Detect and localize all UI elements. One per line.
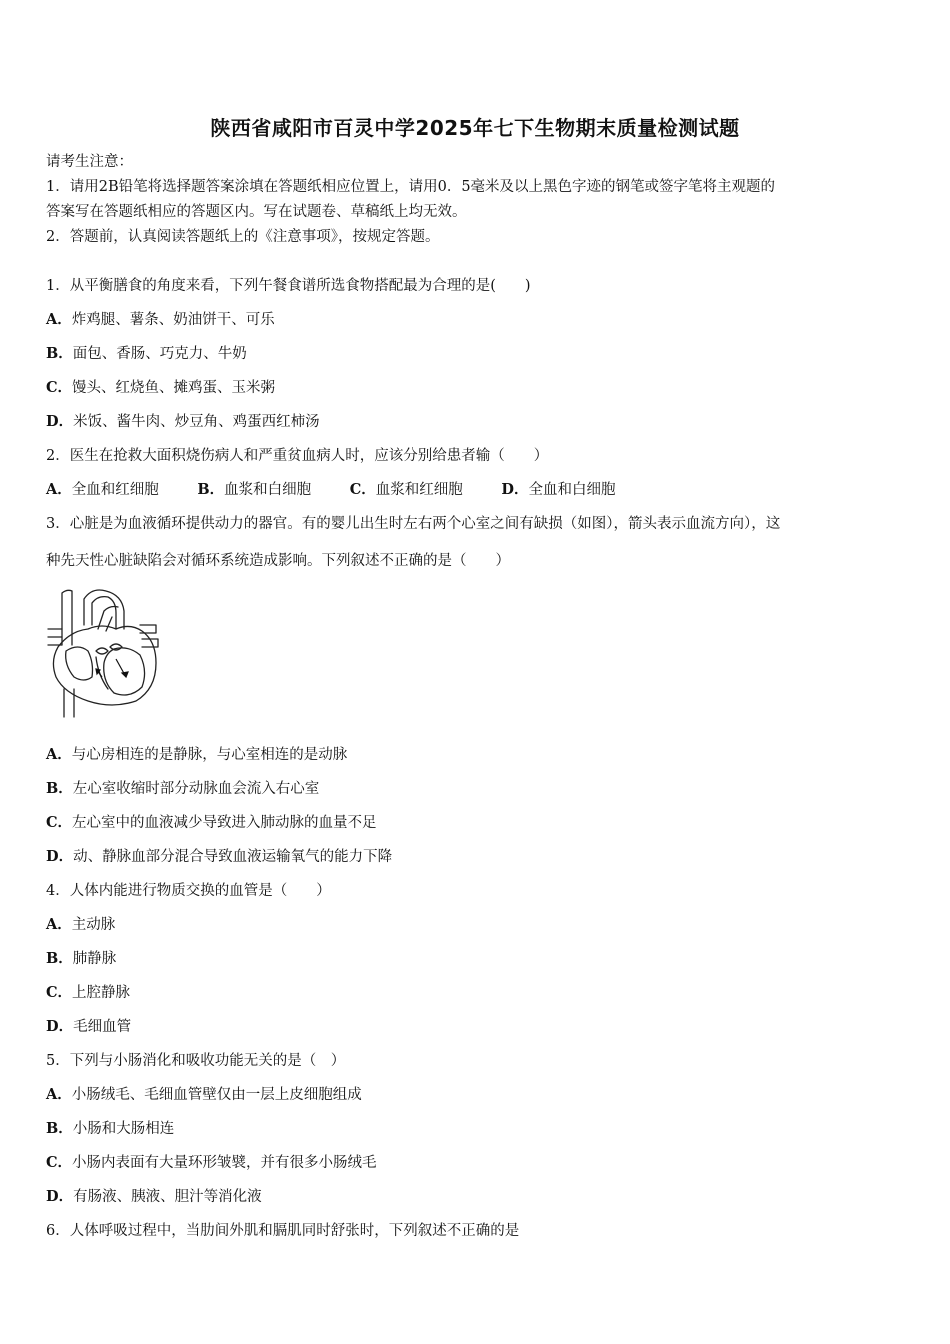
question-5-option-c: [46, 1153, 377, 1173]
question-1-option-d: [46, 412, 320, 432]
question-1-option-c: [46, 378, 275, 398]
option-label: A．: [46, 746, 72, 763]
option-text: 动、静脉血部分混合导致血液运输氧气的能力下降: [73, 849, 393, 865]
option-text: 上腔静脉: [72, 985, 131, 1001]
flow-arrowhead-icon: [122, 672, 128, 677]
pulmonary-vein-outline: [140, 625, 158, 647]
question-5-option-d: [46, 1187, 262, 1207]
option-label: B．: [46, 780, 73, 797]
question-2-option-d: [501, 482, 615, 498]
option-label: C．: [46, 814, 73, 831]
question-1-option-b: [46, 344, 247, 364]
option-text: 主动脉: [71, 917, 116, 933]
option-label: D．: [46, 413, 74, 430]
option-label: B．: [46, 345, 73, 362]
inferior-vena-cava-outline: [64, 689, 74, 717]
option-label: A．: [46, 916, 72, 933]
notice-item-1-line-1: 1．请用2B铅笔将选择题答案涂填在答题纸相应位置上，请用0．5毫米及以上黑色字迹的钢笔或签字笔将主观题的: [46, 179, 776, 195]
option-label: A．: [46, 481, 72, 498]
right-atrium-outline: [66, 647, 93, 680]
option-label: B．: [46, 1120, 73, 1137]
page-title: 陕西省咸阳市百灵中学2025年七下生物期末质量检测试题: [210, 116, 740, 140]
question-4-option-a: [46, 915, 115, 935]
option-text: 肺静脉: [72, 951, 117, 967]
option-label: C．: [349, 481, 376, 498]
question-5-stem: 5．下列与小肠消化和吸收功能无关的是（ ）: [46, 1053, 346, 1069]
option-text: 左心室收缩时部分动脉血会流入右心室: [72, 781, 320, 797]
question-2-option-a: [46, 482, 159, 498]
option-label: B．: [197, 481, 225, 498]
question-3-option-d: [46, 847, 392, 867]
option-text: 小肠内表面有大量环形皱襞，并有很多小肠绒毛: [72, 1155, 377, 1171]
notice-heading: 请考生注意：: [46, 154, 133, 170]
option-label: D．: [46, 848, 74, 865]
question-3-option-b: [46, 779, 319, 799]
question-3-stem-line-1: 3．心脏是为血液循环提供动力的器官。有的婴儿出生时左右两个心室之间有缺损（如图），箭头表示血流方向），这: [46, 516, 781, 532]
question-1-stem: 1．从平衡膳食的角度来看，下列午餐食谱所选食物搭配最为合理的是( ): [46, 278, 531, 294]
option-text: 米饭、酱牛肉、炒豆角、鸡蛋西红柿汤: [73, 414, 320, 430]
option-label: D．: [46, 1188, 74, 1205]
option-text: 血浆和白细胞: [224, 482, 312, 498]
question-4-option-d: [46, 1017, 131, 1037]
option-label: D．: [501, 481, 529, 498]
option-text: 全血和白细胞: [528, 482, 616, 498]
aorta-outline: [84, 590, 124, 629]
question-3-option-a: [46, 745, 347, 765]
heart-body-outline: [53, 626, 156, 705]
option-text: 有肠液、胰液、胆汁等消化液: [73, 1189, 262, 1205]
question-2-stem: 2．医生在抢救大面积烧伤病人和严重贫血病人时，应该分别给患者输（ ）: [46, 448, 549, 464]
question-2-options: [46, 480, 649, 500]
option-text: 全血和红细胞: [71, 482, 159, 498]
question-1-option-a: [46, 310, 275, 330]
option-text: 炸鸡腿、薯条、奶油饼干、可乐: [71, 312, 275, 328]
option-text: 小肠和大肠相连: [72, 1121, 175, 1137]
question-5-option-a: [46, 1085, 362, 1105]
pulmonary-artery-outline: [98, 607, 118, 632]
option-label: A．: [46, 311, 72, 328]
question-3-option-c: [46, 813, 377, 833]
option-text: 左心室中的血液减少导致进入肺动脉的血量不足: [72, 815, 377, 831]
left-ventricle-outline: [104, 648, 145, 695]
question-2-option-c: [350, 482, 463, 498]
question-2-option-b: [197, 482, 311, 498]
option-label: C．: [46, 1154, 73, 1171]
option-text: 面包、香肠、巧克力、牛奶: [72, 346, 247, 362]
question-6-stem: 6．人体呼吸过程中，当肋间外肌和膈肌同时舒张时，下列叙述不正确的是: [46, 1223, 520, 1239]
notice-item-2: 2．答题前，认真阅读答题纸上的《注意事项》，按规定答题。: [46, 229, 440, 245]
option-text: 血浆和红细胞: [375, 482, 463, 498]
option-label: C．: [46, 379, 73, 396]
question-3-stem-line-2: 种先天性心脏缺陷会对循环系统造成影响。下列叙述不正确的是（ ）: [46, 553, 510, 569]
question-4-option-b: [46, 949, 116, 969]
option-text: 馒头、红烧鱼、摊鸡蛋、玉米粥: [72, 380, 276, 396]
option-label: C．: [46, 984, 73, 1001]
option-label: B．: [46, 950, 73, 967]
notice-item-1-line-2: 答案写在答题纸相应的答题区内。写在试题卷、草稿纸上均无效。: [46, 204, 467, 220]
heart-diagram: [44, 585, 166, 719]
option-text: 小肠绒毛、毛细血管壁仅由一层上皮细胞组成: [71, 1087, 362, 1103]
question-4-stem: 4．人体内能进行物质交换的血管是（ ）: [46, 883, 331, 899]
question-5-option-b: [46, 1119, 174, 1139]
option-label: A．: [46, 1086, 72, 1103]
option-text: 与心房相连的是静脉，与心室相连的是动脉: [71, 747, 348, 763]
pulmonary-vein-left-outline: [48, 629, 62, 645]
question-4-option-c: [46, 983, 130, 1003]
option-label: D．: [46, 1018, 74, 1035]
option-text: 毛细血管: [73, 1019, 132, 1035]
